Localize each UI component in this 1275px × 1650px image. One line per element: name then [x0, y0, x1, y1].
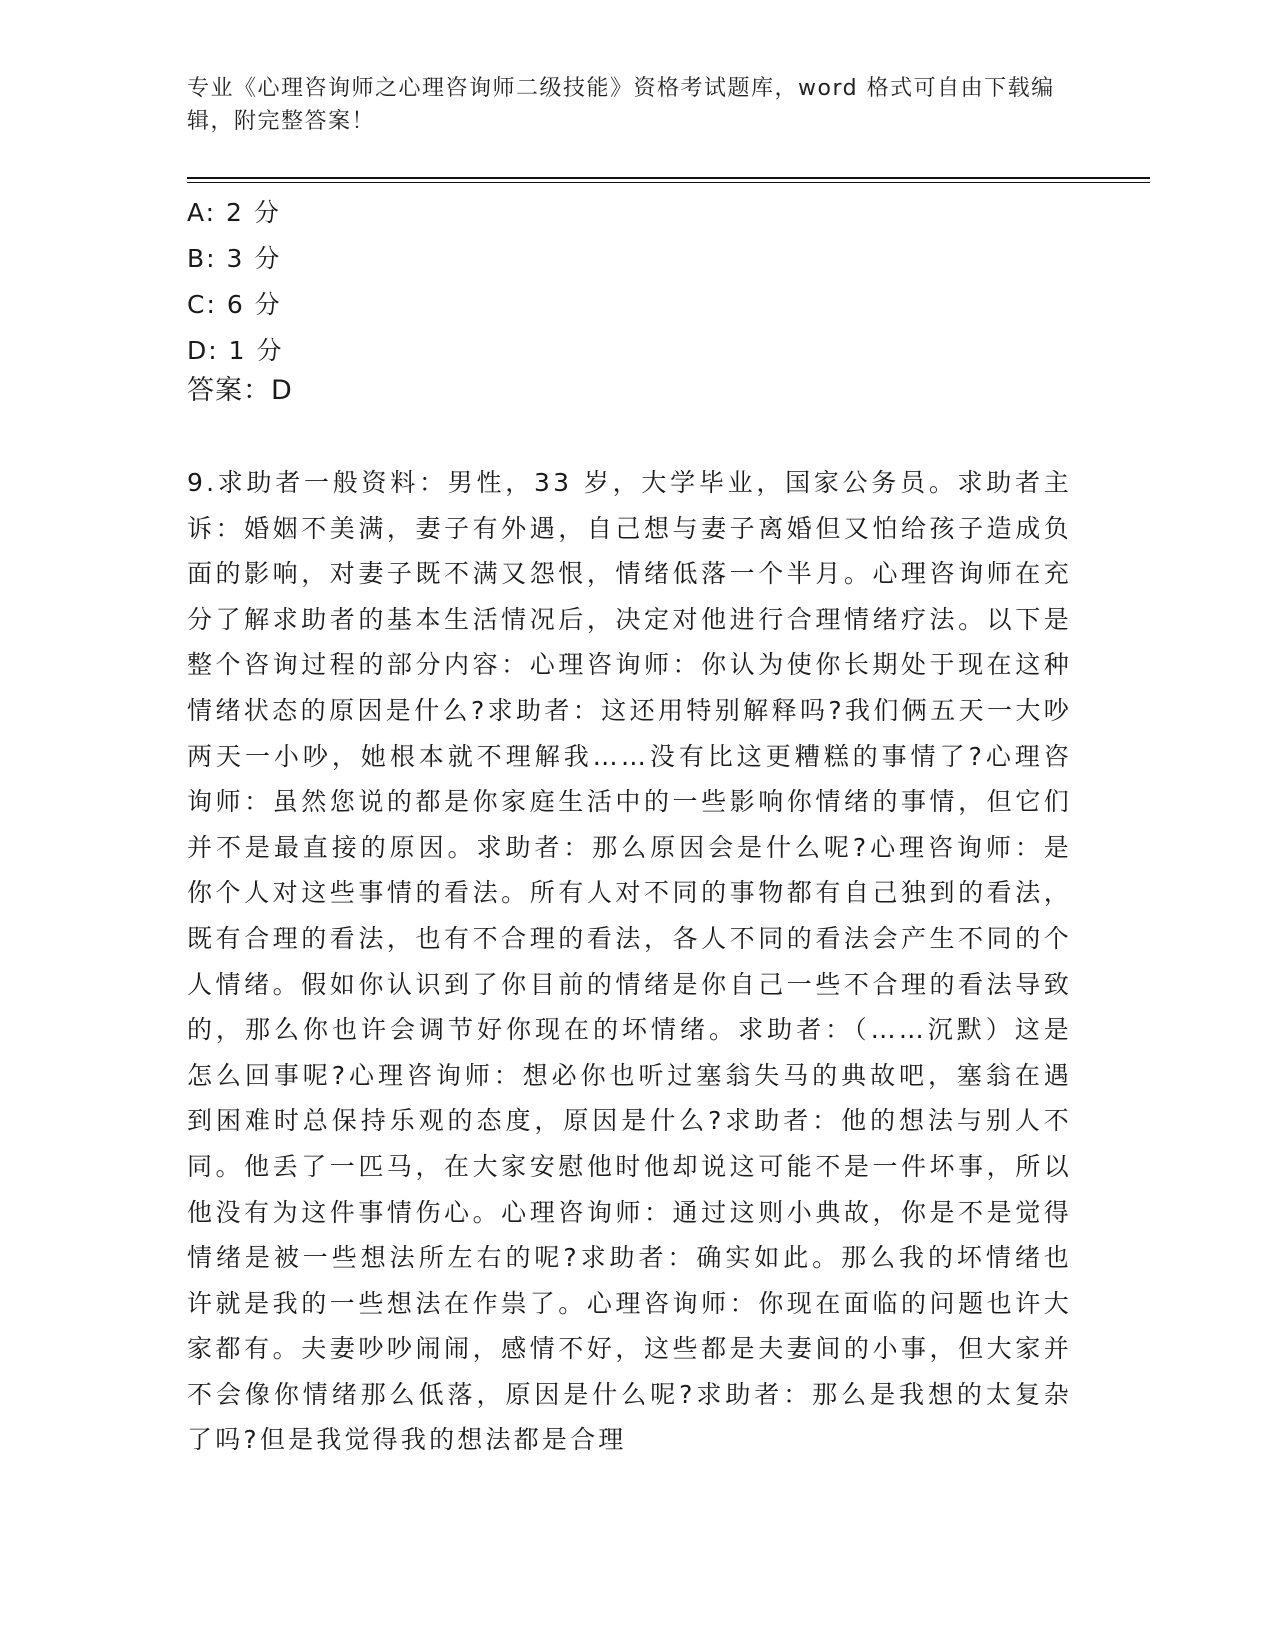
option-a: A: 2 分	[187, 198, 281, 227]
option-b: B: 3 分	[187, 244, 282, 273]
header-title: 专业《心理咨询师之心理咨询师二级技能》资格考试题库，word 格式可自由下载编辑，附完整答案！	[187, 76, 1055, 134]
question-9-text: 9.求助者一般资料：男性，33 岁，大学毕业，国家公务员。求助者主诉：婚姻不美满，妻子有外遇，自己想与妻子离婚但又怕给孩子造成负面的影响，对妻子既不满又怨恨，情绪低落一个半月。心理咨询师在充分了解求助者的基本生活情况后，决定对他进行合理情绪疗法。以下是整个咨询过程的部分内容：心理咨询师：你认为使你长期处于现在这种情绪状态的原因是什么?求助者：这还用特别解释吗?我们俩五天一大吵两天一小吵，她根本就不理解我……没有比这更糟糕的事情了?心理咨询师：虽然您说的都是你家庭生活中的一些影响你情绪的事情，但它们并不是最直接的原因。求助者：那么原因会是什么呢?心理咨询师：是你个人对这些事情的看法。所有人对不同的事物都有自己独到的看法，既有合理的看法，也有不合理的看法，各人不同的看法会产生不同的个人情绪。假如你认识到了你目前的情绪是你自己一些不合理的看法导致的，那么你也许会调节好你现在的坏情绪。求助者：（……沉默）这是怎么回事呢?心理咨询师：想必你也听过塞翁失马的典故吧，塞翁在遇到困难时总保持乐观的态度，原因是什么?求助者：他的想法与别人不同。他丢了一匹马，在大家安慰他时他却说这可能不是一件坏事，所以他没有为这件事情伤心。心理咨询师：通过这则小典故，你是不是觉得情绪是被一些想法所左右的呢?求助者：确实如此。那么我的坏情绪也许就是我的一些想法在作祟了。心理咨询师：你现在面临的问题也许大家都有。夫妻吵吵闹闹，感情不好，这些都是夫妻间的小事，但大家并不会像你情绪那么低落，原因是什么呢?求助者：那么是我想的太复杂了吗?但是我觉得我的想法都是合理	[187, 468, 1072, 1455]
option-d: D: 1 分	[187, 336, 284, 365]
option-c: C: 6 分	[187, 290, 282, 319]
page-header	[187, 72, 1067, 138]
header-divider-thin	[187, 182, 1150, 183]
header-divider-thick	[187, 177, 1150, 179]
option-list	[187, 190, 1087, 374]
answer-line: 答案：D	[187, 375, 293, 406]
